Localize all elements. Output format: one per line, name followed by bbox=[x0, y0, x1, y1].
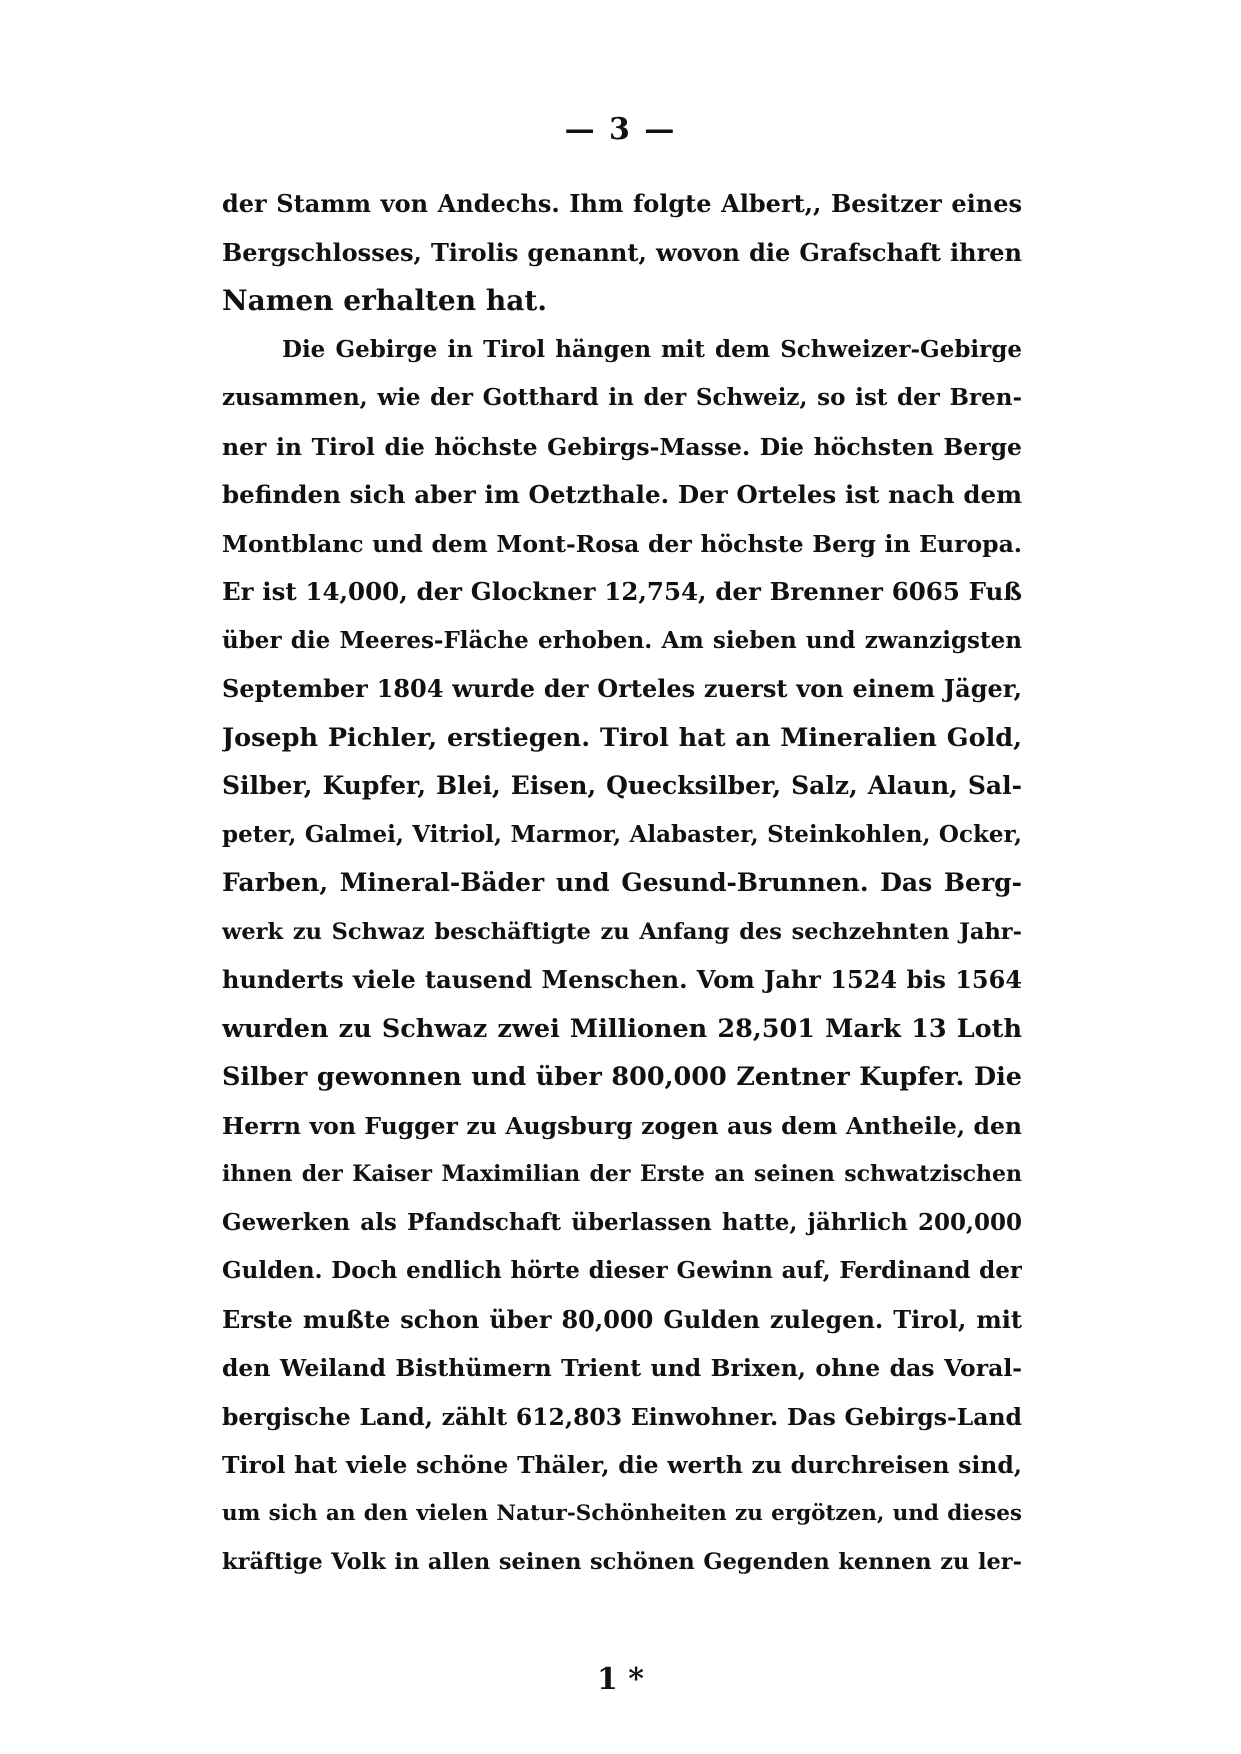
body-text bbox=[222, 180, 1022, 1587]
text-line: Gewerken als Pfandschaft überlassen hatte, jährlich 200,000 bbox=[222, 1208, 1022, 1236]
text-line: ihnen der Kaiser Maximilian der Erste an seinen schwatzischen bbox=[222, 1161, 1022, 1187]
text-line: Montblanc und dem Mont-Rosa der höchste Berg in Europa. bbox=[222, 529, 1022, 558]
text-line: peter, Galmei, Vitriol, Marmor, Alabaster, Steinkohlen, Ocker, bbox=[222, 820, 1022, 848]
text-line: werk zu Schwaz beschäftigte zu Anfang des sechzehnten Jahr- bbox=[222, 918, 1022, 945]
text-line: den Weiland Bisthümern Trient und Brixen, ohne das Voral- bbox=[222, 1354, 1022, 1382]
text-line: Die Gebirge in Tirol hängen mit dem Schweizer-Gebirge bbox=[282, 335, 1022, 363]
text-line: Joseph Pichler, erstiegen. Tirol hat an Mineralien Gold, bbox=[222, 722, 1022, 753]
text-line: Silber gewonnen und über 800,000 Zentner Kupfer. Die bbox=[222, 1062, 1022, 1092]
text-line: um sich an den vielen Natur-Schönheiten zu ergötzen, und dieses bbox=[222, 1500, 1022, 1526]
text-line: Er ist 14,000, der Glockner 12,754, der Brenner 6065 Fuß bbox=[222, 577, 1022, 606]
text-line: über die Meeres-Fläche erhoben. Am sieben und zwanzigsten bbox=[222, 626, 1022, 654]
text-line: hunderts viele tausend Menschen. Vom Jahr 1524 bis 1564 bbox=[222, 965, 1022, 994]
text-line: September 1804 wurde der Orteles zuerst von einem Jäger, bbox=[222, 674, 1022, 703]
text-line: Erste mußte schon über 80,000 Gulden zulegen. Tirol, mit bbox=[222, 1304, 1022, 1334]
text-line: der Stamm von Andechs. Ihm folgte Albert,, Besitzer eines bbox=[222, 189, 1022, 218]
text-line: Herrn von Fugger zu Augsburg zogen aus dem Antheile, den bbox=[222, 1111, 1022, 1140]
signature-mark: 1 * bbox=[596, 1662, 644, 1697]
text-line: Namen erhalten hat. bbox=[222, 284, 548, 317]
page-number-header: — 3 — bbox=[564, 112, 677, 147]
text-line: Bergschlosses, Tirolis genannt, wovon die Grafschaft ihren bbox=[222, 237, 1022, 267]
text-line: ner in Tirol die höchste Gebirgs-Masse. Die höchsten Berge bbox=[222, 432, 1022, 461]
text-line: zusammen, wie der Gotthard in der Schweiz, so ist der Bren- bbox=[222, 384, 1022, 411]
text-line: Tirol hat viele schöne Thäler, die werth zu durchreisen sind, bbox=[222, 1451, 1022, 1479]
text-line: befinden sich aber im Oetzthale. Der Orteles ist nach dem bbox=[222, 480, 1022, 509]
text-line: Farben, Mineral-Bäder und Gesund-Brunnen. Das Berg- bbox=[222, 868, 1022, 897]
text-line: Gulden. Doch endlich hörte dieser Gewinn auf, Ferdinand der bbox=[222, 1257, 1022, 1284]
text-line: bergische Land, zählt 612,803 Einwohner. Das Gebirgs-Land bbox=[222, 1402, 1022, 1431]
text-line: wurden zu Schwaz zwei Millionen 28,501 Mark 13 Loth bbox=[222, 1013, 1022, 1044]
text-line: Silber, Kupfer, Blei, Eisen, Quecksilber, Salz, Alaun, Sal- bbox=[222, 771, 1022, 800]
text-line: kräftige Volk in allen seinen schönen Gegenden kennen zu ler- bbox=[222, 1549, 1022, 1575]
